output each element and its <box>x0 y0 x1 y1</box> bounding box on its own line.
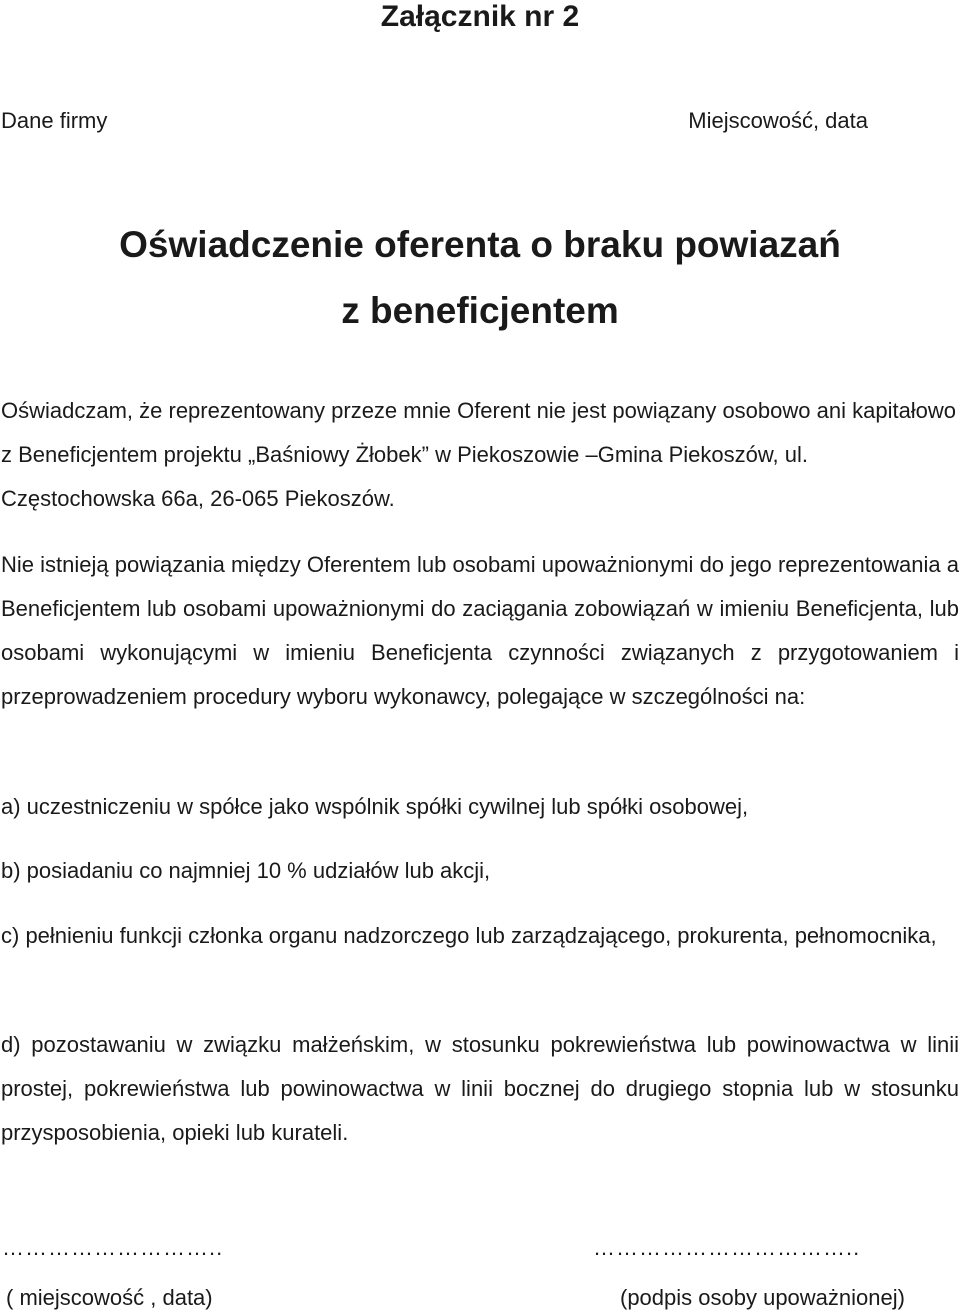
list-item-d: d) pozostawaniu w związku małżeńskim, w stosunku pokrewieństwa lub powinowactwa w linii prostej, pokrewieństwa lub powinowactwa w linii bocznej do drugiego stopnia lub w stosunku przysposobienia, opieki lub kurateli. <box>1 1032 959 1145</box>
authorized-signature-label: (podpis osoby upoważnionej) <box>620 1285 905 1310</box>
authorized-signature-line: …………………………….. <box>593 1235 861 1260</box>
list-item-a: a) uczestniczeniu w spółce jako wspólnik spółki cywilnej lub spółki osobowej, <box>1 794 749 819</box>
declaration-title <box>0 212 960 344</box>
intro-paragraph: Oświadczam, że reprezentowany przeze mnie Oferent nie jest powiązany osobowo ani kapitałowo z Beneficjentem projektu „Baśniowy Żłobek” w Piekoszowie –Gmina Piekoszów, ul. Częstochowska 66a, 26-065 Piekoszów. <box>1 398 957 511</box>
list-item-b: b) posiadaniu co najmniej 10 % udziałów lub akcji, <box>1 858 491 883</box>
company-data-label: Dane firmy <box>1 108 108 133</box>
place-date-signature-label: ( miejscowość , data) <box>6 1285 213 1310</box>
declaration-title-line2: z beneficjentem <box>341 290 619 331</box>
list-item-c: c) pełnieniu funkcji członka organu nadzorczego lub zarządzającego, prokurenta, pełnomocnika, <box>1 923 937 948</box>
annex-title: Załącznik nr 2 <box>380 0 580 33</box>
declaration-title-line1: Oświadczenie oferenta o braku powiazań <box>119 224 841 265</box>
place-date-label: Miejscowość, data <box>688 108 868 133</box>
place-date-signature-line: ……………………….. <box>2 1235 224 1260</box>
body-paragraph: Nie istnieją powiązania między Oferentem lub osobami upoważnionymi do jego reprezentowania a Beneficjentem lub osobami upoważnionymi do zaciągania zobowiązań w imieniu Beneficjenta, lub osobami wykonującymi w imieniu Beneficjenta czynności związanych z przygotowaniem i przeprowadzeniem procedury wyboru wykonawcy, polegające w szczególności na: <box>1 552 959 709</box>
